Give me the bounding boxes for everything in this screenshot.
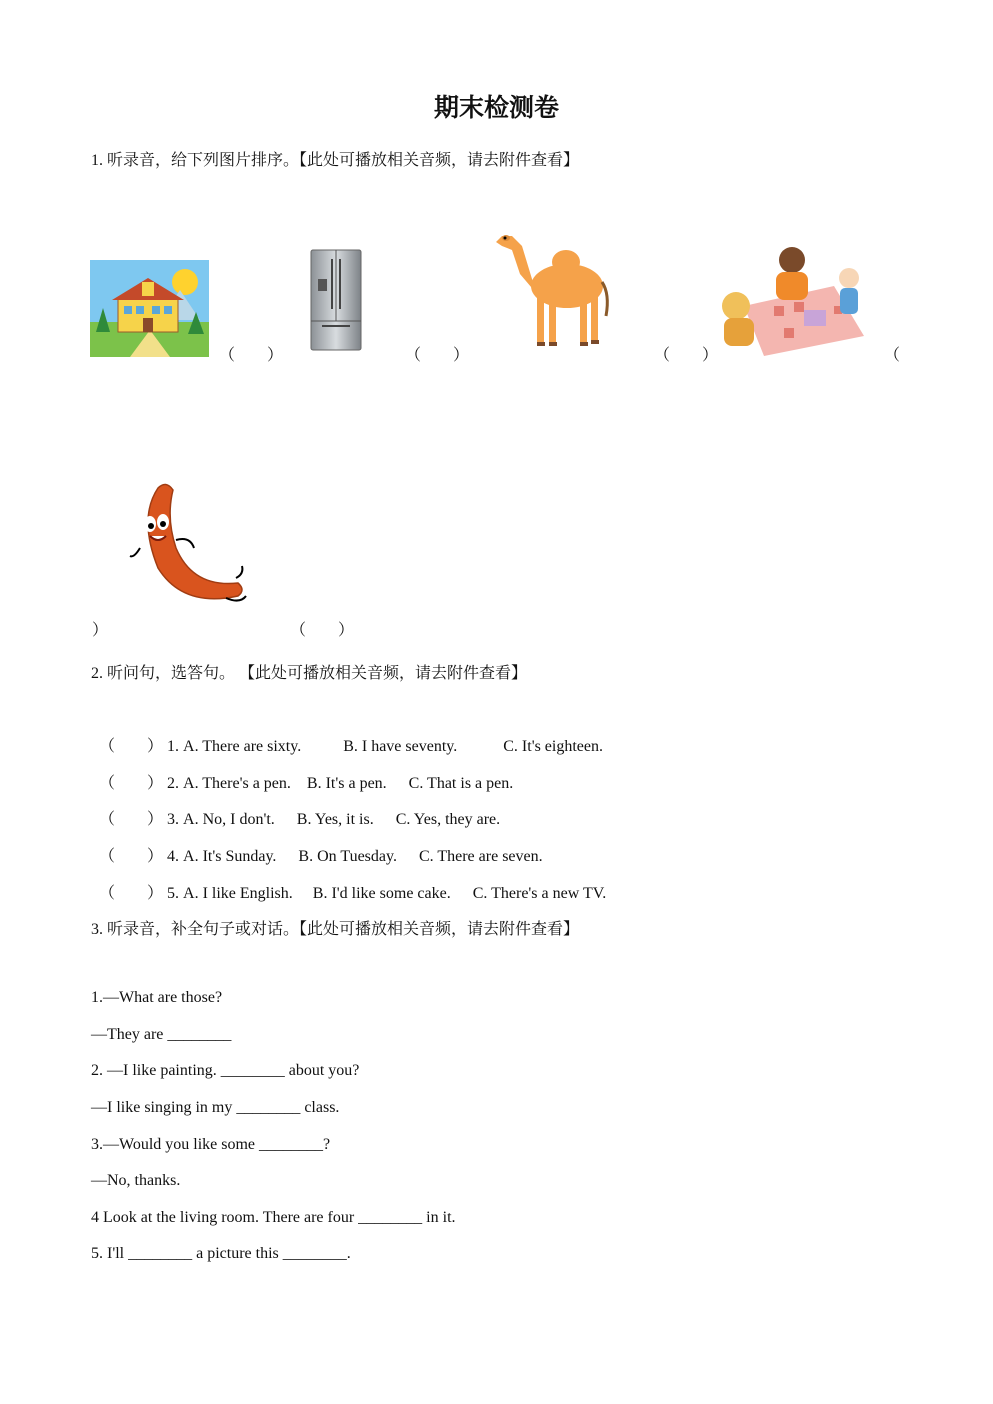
q1-answer-4-open: （ xyxy=(884,347,901,364)
q1-answer-3[interactable]: （ ） xyxy=(654,347,719,364)
q3-line: —They are ________ xyxy=(91,1026,232,1043)
option-b: B. Yes, it is. xyxy=(296,811,374,828)
q1-heading: 1. 听录音，给下列图片排序。【此处可播放相关音频，请去附件查看】 xyxy=(91,152,580,169)
school-house-picture xyxy=(90,260,209,357)
page-title: 期末检测卷 xyxy=(433,95,559,122)
q2-item xyxy=(99,880,606,903)
sausage-picture xyxy=(128,478,256,614)
picnic-picture xyxy=(714,246,870,358)
answer-blank[interactable]: （ ） xyxy=(99,811,164,828)
option-a: 4. A. It's Sunday. xyxy=(167,848,277,865)
option-a: 3. A. No, I don't. xyxy=(167,811,275,828)
option-a: 5. A. I like English. xyxy=(167,885,293,902)
q2-heading: 2. 听问句，选答句。 【此处可播放相关音频，请去附件查看】 xyxy=(91,665,528,682)
q3-line: 3.—Would you like some ________? xyxy=(91,1136,331,1153)
answer-blank[interactable]: （ ） xyxy=(99,848,164,865)
option-c: C. There are seven. xyxy=(418,848,543,865)
option-b: B. I have seventy. xyxy=(343,738,458,755)
option-c: C. That is a pen. xyxy=(408,775,514,792)
option-b: B. On Tuesday. xyxy=(298,848,397,865)
q3-line: —I like singing in my ________ class. xyxy=(91,1099,340,1116)
option-c: C. There's a new TV. xyxy=(472,885,607,902)
q3-line: 1.—What are those? xyxy=(91,989,223,1006)
fridge-picture xyxy=(310,249,362,353)
option-c: C. Yes, they are. xyxy=(395,811,501,828)
q2-item xyxy=(99,770,513,793)
q1-answer-2[interactable]: （ ） xyxy=(405,347,470,364)
q3-line: 2. —I like painting. ________ about you? xyxy=(91,1062,360,1079)
option-a: 2. A. There's a pen. xyxy=(167,775,291,792)
q3-heading: 3. 听录音，补全句子或对话。【此处可播放相关音频，请去附件查看】 xyxy=(91,921,580,938)
q3-line: 5. I'll ________ a picture this ________. xyxy=(91,1245,351,1262)
q2-item xyxy=(99,733,603,756)
camel-picture xyxy=(492,224,614,348)
q2-item xyxy=(99,843,543,866)
answer-blank[interactable]: （ ） xyxy=(99,885,164,902)
q1-answer-1[interactable]: （ ） xyxy=(219,347,284,364)
q1-answer-4-close: ） xyxy=(92,622,109,639)
option-c: C. It's eighteen. xyxy=(503,738,603,755)
q3-line: —No, thanks. xyxy=(91,1172,181,1189)
q3-line: 4 Look at the living room. There are four ________ in it. xyxy=(91,1209,456,1226)
q1-answer-5[interactable]: （ ） xyxy=(290,622,355,639)
option-a: 1. A. There are sixty. xyxy=(167,738,302,755)
answer-blank[interactable]: （ ） xyxy=(99,775,164,792)
option-b: B. I'd like some cake. xyxy=(312,885,451,902)
q2-item xyxy=(99,806,500,829)
option-b: B. It's a pen. xyxy=(306,775,387,792)
answer-blank[interactable]: （ ） xyxy=(99,738,164,755)
